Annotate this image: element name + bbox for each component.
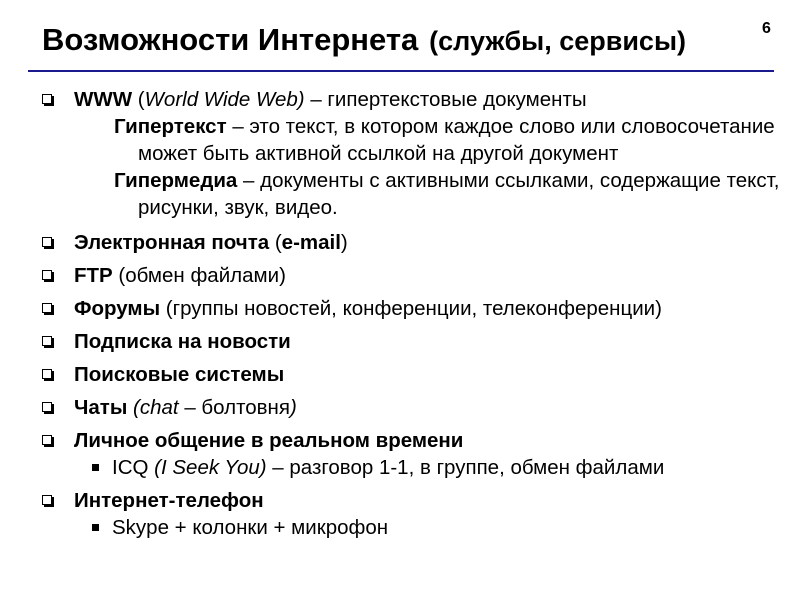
item-description: (группы новостей, конференции, телеконференции) xyxy=(160,297,662,320)
slide-title-sub xyxy=(427,26,686,56)
list-item-www xyxy=(42,86,782,221)
bullet-list xyxy=(42,86,782,541)
checkbox-bullet-icon xyxy=(42,94,52,104)
title-divider xyxy=(28,70,774,72)
checkbox-bullet-icon xyxy=(42,336,52,346)
item-description: (обмен файлами) xyxy=(112,264,286,287)
slide-title-sub-text: (службы, сервисы) xyxy=(429,26,686,56)
item-italic: (chat xyxy=(127,396,179,419)
item-italic: World Wide Web) xyxy=(144,88,305,111)
slide-title xyxy=(42,22,686,58)
sub-item-plain: ICQ xyxy=(112,456,155,479)
item-label: FTP xyxy=(74,264,113,287)
checkbox-bullet-icon xyxy=(42,237,52,247)
item-label: Интернет-телефон xyxy=(74,489,264,512)
definition-term: Гипертекст xyxy=(114,115,227,138)
checkbox-bullet-icon xyxy=(42,303,52,313)
item-paren-open: ( xyxy=(132,88,145,111)
item-label: Электронная почта xyxy=(74,231,270,254)
checkbox-bullet-icon xyxy=(42,435,52,445)
definition-text: – это текст, в котором каждое слово или словосочетание может быть активной ссылкой на другой документ xyxy=(138,115,775,165)
checkbox-bullet-icon xyxy=(42,270,52,280)
checkbox-bullet-icon xyxy=(42,369,52,379)
list-item-realtime xyxy=(42,427,782,481)
item-label: Форумы xyxy=(74,297,161,320)
item-label: Поисковые системы xyxy=(74,363,285,386)
definition-hypertext xyxy=(90,113,782,167)
definition-term: Гипермедиа xyxy=(114,169,238,192)
sub-item-plain: Skype + колонки + микрофон xyxy=(112,516,389,539)
item-bold-detail: e-mail xyxy=(281,231,341,254)
list-item-email xyxy=(42,229,782,256)
list-item-internet-phone xyxy=(42,487,782,541)
item-label: Подписка на новости xyxy=(74,330,291,353)
definition-text: – документы с активными ссылками, содержащие текст, рисунки, звук, видео. xyxy=(138,169,780,219)
sub-item-icq xyxy=(74,454,782,481)
list-item-ftp xyxy=(42,262,782,289)
checkbox-bullet-icon xyxy=(42,495,52,505)
item-paren-close: ) xyxy=(340,231,348,254)
sub-item-skype xyxy=(74,514,782,541)
page-number: 6 xyxy=(762,20,771,37)
item-label: Чаты xyxy=(74,396,128,419)
item-italic-close: ) xyxy=(289,396,297,419)
checkbox-bullet-icon xyxy=(42,402,52,412)
square-bullet-icon xyxy=(92,524,99,531)
square-bullet-icon xyxy=(92,464,99,471)
sub-item-description: – разговор 1-1, в группе, обмен файлами xyxy=(266,456,665,479)
list-item-search-engines xyxy=(42,361,782,388)
sub-item-italic: (I Seek You) xyxy=(154,456,267,479)
definition-hypermedia xyxy=(90,167,782,221)
item-label: WWW xyxy=(74,88,133,111)
item-description: – болтовня xyxy=(178,396,290,419)
item-paren-open: ( xyxy=(269,231,282,254)
list-item-news-subscription xyxy=(42,328,782,355)
slide-title-main: Возможности Интернета xyxy=(42,22,419,57)
list-item-chats xyxy=(42,394,782,421)
list-item-forums xyxy=(42,295,782,322)
item-label: Личное общение в реальном времени xyxy=(74,429,464,452)
item-description: – гипертекстовые документы xyxy=(304,88,587,111)
